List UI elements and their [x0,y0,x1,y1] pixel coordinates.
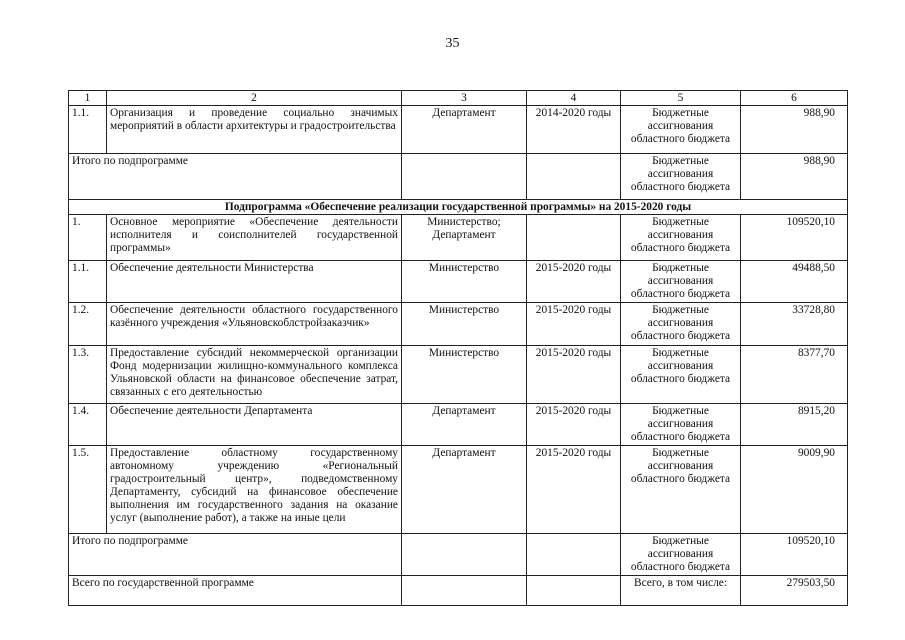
funding-source: Бюджетные ассигнования областного бюджета [621,303,741,346]
executor: Департамент [402,446,527,534]
amount: 33728,80 [741,303,848,346]
column-header: 4 [527,91,621,106]
funding-source: Бюджетные ассигнования областного бюджета [621,154,741,200]
funding-source: Бюджетные ассигнования областного бюджета [621,404,741,446]
column-header: 1 [69,91,107,106]
subtotal-label: Итого по подпрограмме [69,154,402,200]
amount: 9009,90 [741,446,848,534]
subtotal-row [69,534,848,576]
subtotal-label: Итого по подпрограмме [69,534,402,576]
executor: Департамент [402,106,527,154]
activity-name: Предоставление областному государственному автономному учреждению «Региональный градостроительный центр», подведомственному Департаменту, субсидий на финансовое обеспечение выполнения им государственного задания на оказание услуг (выполнение работ), а также на иные цели [107,446,402,534]
activity-name: Организация и проведение социально значимых мероприятий в области архитектуры и градостроительства [107,106,402,154]
table-row [69,215,848,261]
activity-name: Предоставление субсидий некоммерческой организации Фонд модернизации жилищно-коммунального комплекса Ульяновской области на финансовое обеспечение затрат, связанных с его деятельностью [107,346,402,404]
table-row [69,446,848,534]
section-title-row [69,200,848,215]
executor: Министерство [402,346,527,404]
years: 2015-2020 годы [527,446,621,534]
column-header: 2 [107,91,402,106]
row-number: 1.2. [69,303,107,346]
executor: Министерство [402,261,527,303]
executor: Министерство [402,303,527,346]
amount: 279503,50 [741,576,848,606]
amount: 988,90 [741,106,848,154]
funding-source: Бюджетные ассигнования областного бюджета [621,446,741,534]
row-number: 1.5. [69,446,107,534]
funding-source: Бюджетные ассигнования областного бюджета [621,215,741,261]
funding-source: Бюджетные ассигнования областного бюджета [621,261,741,303]
empty-cell [402,154,527,200]
subtotal-row [69,154,848,200]
empty-cell [527,154,621,200]
row-number: 1.3. [69,346,107,404]
years: 2015-2020 годы [527,346,621,404]
table-row [69,261,848,303]
empty-cell [527,576,621,606]
row-number: 1.1. [69,261,107,303]
activity-name: Обеспечение деятельности Департамента [107,404,402,446]
years: 2015-2020 годы [527,404,621,446]
grand-total-row [69,576,848,606]
amount: 109520,10 [741,215,848,261]
activity-name: Обеспечение деятельности областного государственного казённого учреждения «Ульяновскоблстройзаказчик» [107,303,402,346]
section-title: Подпрограмма «Обеспечение реализации государственной программы» на 2015-2020 годы [69,200,848,215]
grand-total-label: Всего по государственной программе [69,576,402,606]
years: 2014-2020 годы [527,106,621,154]
amount: 8377,70 [741,346,848,404]
activity-name: Основное мероприятие «Обеспечение деятельности исполнителя и соисполнителей государственной программы» [107,215,402,261]
column-header: 3 [402,91,527,106]
years: 2015-2020 годы [527,261,621,303]
amount: 988,90 [741,154,848,200]
row-number: 1. [69,215,107,261]
row-number: 1.1. [69,106,107,154]
table-row [69,346,848,404]
funding-source: Бюджетные ассигнования областного бюджета [621,106,741,154]
amount: 8915,20 [741,404,848,446]
funding-source: Всего, в том числе: [621,576,741,606]
table-row [69,303,848,346]
empty-cell [527,534,621,576]
activity-name: Обеспечение деятельности Министерства [107,261,402,303]
column-header: 6 [741,91,848,106]
empty-cell [402,576,527,606]
empty-cell [402,534,527,576]
executor: Департамент [402,404,527,446]
table-row [69,404,848,446]
program-table [68,90,848,606]
years [527,215,621,261]
years: 2015-2020 годы [527,303,621,346]
row-number: 1.4. [69,404,107,446]
funding-source: Бюджетные ассигнования областного бюджета [621,346,741,404]
amount: 109520,10 [741,534,848,576]
column-header: 5 [621,91,741,106]
column-number-row [69,91,848,106]
page-number: 35 [445,36,460,51]
executor: Министерство; Департамент [402,215,527,261]
table-row [69,106,848,154]
amount: 49488,50 [741,261,848,303]
funding-source: Бюджетные ассигнования областного бюджета [621,534,741,576]
